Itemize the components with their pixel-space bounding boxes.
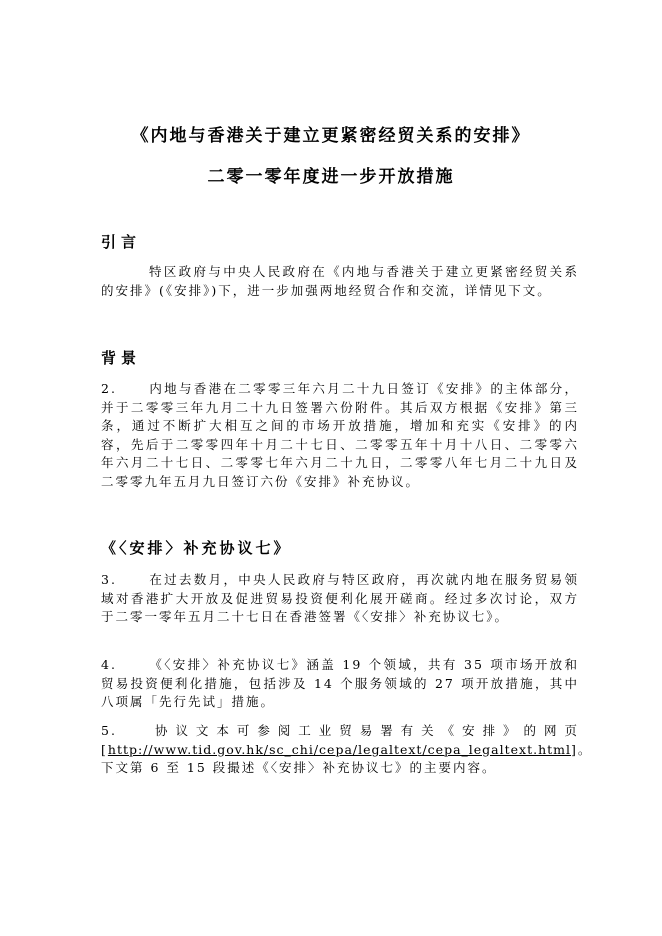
paragraph-text: 内地与香港在二零零三年六月二十九日签订《安排》的主体部分，并于二零零三年九月二十九日签署六份附件。其后双方根据《安排》第三条，通过不断扩大相互之间的市场开放措施，增加和充实《安排》的内容，先后于二零零四年十月二十七日、二零零五年十月十八日、二零零六年六月二十七日、二零零七年六月二十九日，二零零八年七月二十九日及二零零九年五月九日签订六份《安排》补充协议。 <box>101 381 579 489</box>
paragraph-number: 5. <box>101 723 117 738</box>
legaltext-link[interactable]: http://www.tid.gov.hk/sc_chi/cepa/legaltext/cepa_legaltext.html <box>107 741 572 757</box>
paragraph-number: 2. <box>101 381 117 396</box>
paragraph-3 <box>101 571 579 627</box>
paragraph-text: 协议文本可参阅工业贸易署有关《安排》的网页 <box>149 723 579 738</box>
paragraph-4 <box>101 656 579 712</box>
bracket-open: [ <box>101 741 108 757</box>
paragraph-number: 3. <box>101 572 117 587</box>
document-subtitle: 二零一零年度进一步开放措施 <box>207 167 455 187</box>
paragraph-text-continued: ]。下文第 6 至 15 段撮述《〈安排〉补充协议七》的主要内容。 <box>101 741 593 775</box>
section-heading-intro: 引言 <box>101 233 142 251</box>
intro-paragraph: 特区政府与中央人民政府在《内地与香港关于建立更紧密经贸关系的安排》(《安排》)下，进一步加强两地经贸合作和交流，详情见下文。 <box>101 264 579 298</box>
section-heading-background: 背景 <box>101 349 142 367</box>
document-title: 《内地与香港关于建立更紧密经贸关系的安排》 <box>131 126 531 146</box>
paragraph-2 <box>101 380 579 491</box>
section-heading-supplement: 《〈安排〉补充协议七》 <box>101 539 292 557</box>
paragraph-5 <box>101 722 593 778</box>
paragraph-number: 4. <box>101 657 117 672</box>
paragraph-text: 《〈安排〉补充协议七》涵盖 19 个领域，共有 35 项市场开放和贸易投资便利化措施，包括涉及 14 个服务领域的 27 项开放措施，其中八项属「先行先试」措施。 <box>101 657 579 709</box>
paragraph-text: 在过去数月，中央人民政府与特区政府，再次就内地在服务贸易领域对香港扩大开放及促进贸易投资便利化展开磋商。经过多次讨论，双方于二零一零年五月二十七日在香港签署《〈安排〉补充协议七》。 <box>101 572 579 624</box>
